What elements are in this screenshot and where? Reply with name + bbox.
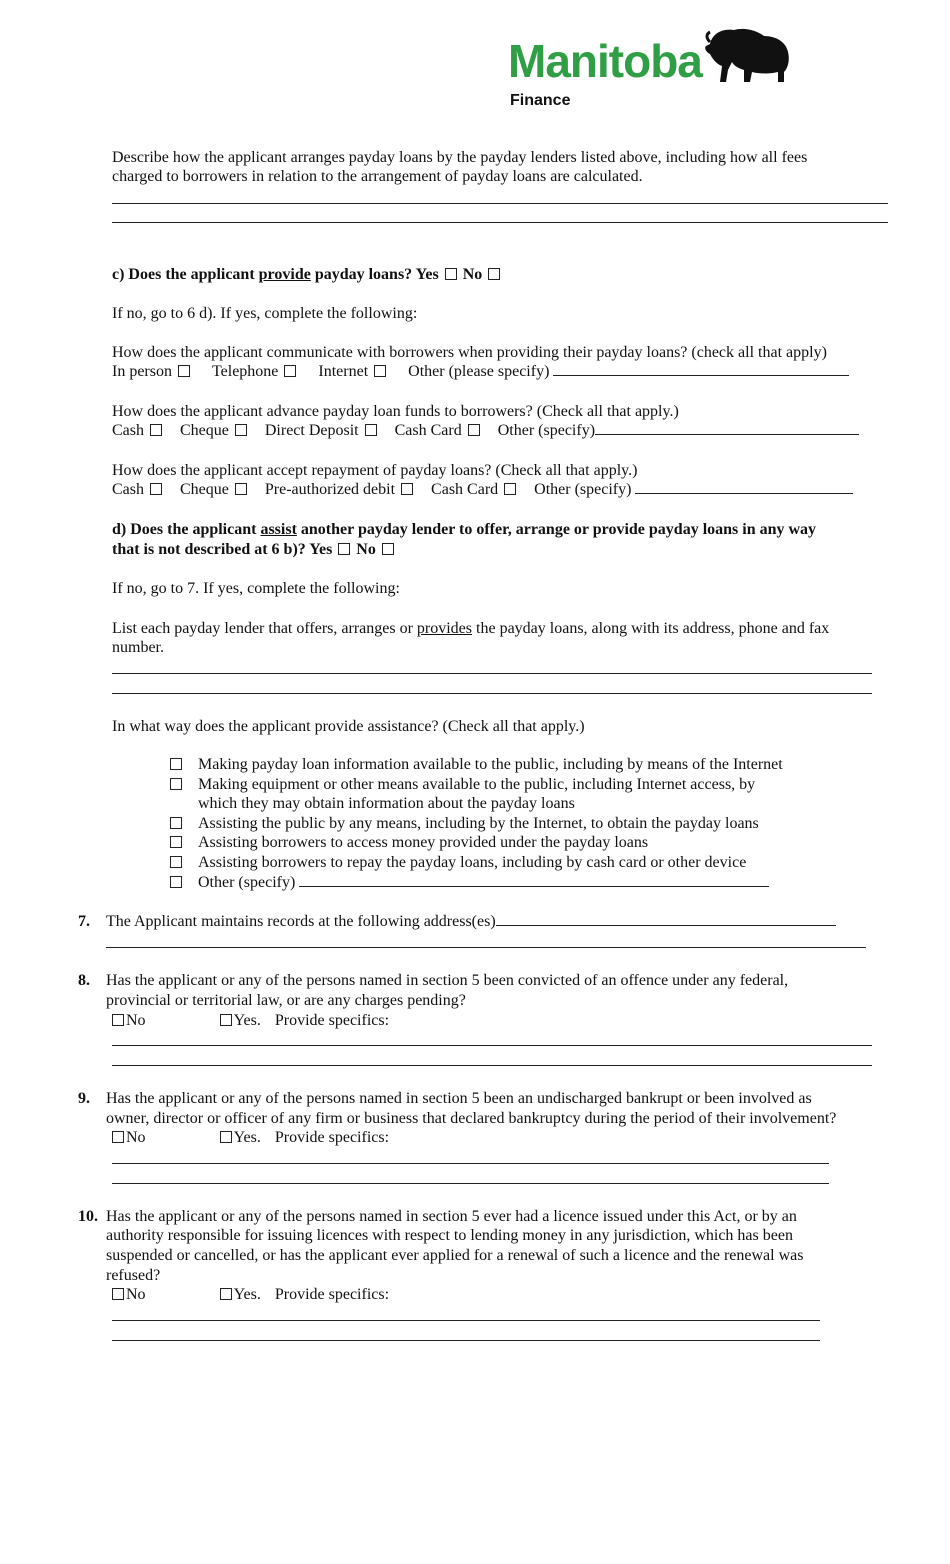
other-specify-field[interactable] (299, 873, 769, 887)
checkbox-c-no[interactable] (488, 268, 500, 280)
answer-line[interactable] (112, 1065, 872, 1066)
comm-question: How does the applicant communicate with borrowers when providing their payday loans? (check all that apply) (112, 344, 827, 361)
assist-option: Assisting borrowers to access money provided under the payday loans (168, 833, 648, 852)
checkbox-q9-yes[interactable] (220, 1131, 232, 1143)
question-10-line-4: refused? (106, 1267, 161, 1284)
checkbox-q8-no[interactable] (112, 1014, 124, 1026)
checkbox-assist-obtain[interactable] (170, 817, 182, 829)
comm-options: In person Telephone Internet Other (please specify) (112, 362, 849, 381)
question-10-line-3: suspended or cancelled, or has the applicant ever applied for a renewal of such a licence and the renewal was (106, 1247, 804, 1264)
assist-option-continuation: which they may obtain information about the payday loans (198, 795, 575, 812)
checkbox-c-yes[interactable] (445, 268, 457, 280)
answer-line[interactable] (112, 1045, 872, 1046)
answer-line[interactable] (112, 673, 872, 674)
repayment-question: How does the applicant accept repayment of payday loans? (Check all that apply.) (112, 462, 638, 479)
question-9-line-2: owner, director or officer of any firm or business that declared bankruptcy during the period of their involvement? (106, 1110, 837, 1127)
question-d-line-2: that is not described at 6 b)? Yes No (112, 540, 396, 559)
assistance-question: In what way does the applicant provide assistance? (Check all that apply.) (112, 718, 585, 735)
repayment-options: Cash Cheque Pre-authorized debit Cash Card Other (specify) (112, 480, 853, 499)
bison-icon (704, 26, 796, 86)
checkbox-assist-equipment[interactable] (170, 778, 182, 790)
c-instructions: If no, go to 6 d). If yes, complete the following: (112, 305, 418, 322)
checkbox-cash-card[interactable] (468, 424, 480, 436)
checkbox-telephone[interactable] (284, 365, 296, 377)
checkbox-q10-yes[interactable] (220, 1288, 232, 1300)
question-10-line-2: authority responsible for issuing licences with respect to lending money in any jurisdiction, which has been (106, 1227, 793, 1244)
list-lenders-line-2: number. (112, 639, 164, 656)
department-label: Finance (510, 92, 571, 109)
checkbox-q9-no[interactable] (112, 1131, 124, 1143)
answer-line[interactable] (112, 1183, 829, 1184)
question-7-number: 7. (78, 913, 90, 930)
d-instructions: If no, go to 7. If yes, complete the following: (112, 580, 400, 597)
assist-option: Assisting the public by any means, including by the Internet, to obtain the payday loans (168, 814, 759, 833)
checkbox-cash[interactable] (150, 424, 162, 436)
question-8-answer: No Yes. Provide specifics: (110, 1011, 389, 1030)
other-specify-field[interactable] (553, 362, 849, 376)
address-field[interactable] (496, 912, 836, 926)
answer-line[interactable] (112, 203, 888, 204)
checkbox-assist-other[interactable] (170, 876, 182, 888)
checkbox-cash-card[interactable] (504, 483, 516, 495)
question-8-line-1: Has the applicant or any of the persons named in section 5 been convicted of an offence under any federal, (106, 972, 789, 989)
intro-line-1: Describe how the applicant arranges payday loans by the payday lenders listed above, including how all fees (112, 149, 808, 166)
checkbox-d-no[interactable] (382, 543, 394, 555)
checkbox-in-person[interactable] (178, 365, 190, 377)
checkbox-cash[interactable] (150, 483, 162, 495)
question-9-answer: No Yes. Provide specifics: (110, 1128, 389, 1147)
question-7-text: The Applicant maintains records at the following address(es) (106, 912, 836, 931)
answer-line[interactable] (112, 222, 888, 223)
brand-wordmark: Manitoba (508, 35, 702, 87)
question-9-number: 9. (78, 1090, 90, 1107)
other-specify-field[interactable] (595, 421, 859, 435)
question-10-line-1: Has the applicant or any of the persons named in section 5 ever had a licence issued under this Act, or by an (106, 1208, 797, 1225)
question-d-line-1: d) Does the applicant assist another payday lender to offer, arrange or provide payday loans in any way (112, 521, 817, 538)
list-lenders-line-1: List each payday lender that offers, arranges or provides the payday loans, along with its address, phone and fax (112, 620, 830, 637)
answer-line[interactable] (112, 1340, 820, 1341)
checkbox-assist-access-money[interactable] (170, 836, 182, 848)
question-10-answer: No Yes. Provide specifics: (110, 1285, 389, 1304)
question-8-number: 8. (78, 972, 90, 989)
checkbox-q8-yes[interactable] (220, 1014, 232, 1026)
answer-line[interactable] (112, 1320, 820, 1321)
assist-option: Making payday loan information available to the public, including by means of the Internet (168, 755, 783, 774)
checkbox-d-yes[interactable] (338, 543, 350, 555)
question-9-line-1: Has the applicant or any of the persons named in section 5 been an undischarged bankrupt or been involved as (106, 1090, 812, 1107)
advance-options: Cash Cheque Direct Deposit Cash Card Other (specify) (112, 421, 859, 440)
checkbox-cheque[interactable] (235, 424, 247, 436)
answer-line[interactable] (112, 1163, 829, 1164)
answer-line[interactable] (106, 947, 866, 948)
checkbox-pre-authorized-debit[interactable] (401, 483, 413, 495)
assist-option: Other (specify) (168, 873, 769, 892)
answer-line[interactable] (112, 693, 872, 694)
checkbox-internet[interactable] (374, 365, 386, 377)
other-specify-field[interactable] (635, 480, 853, 494)
question-10-number: 10. (78, 1208, 98, 1225)
question-8-line-2: provincial or territorial law, or are any charges pending? (106, 992, 466, 1009)
assist-option: Making equipment or other means available to the public, including Internet access, by (168, 775, 755, 794)
checkbox-q10-no[interactable] (112, 1288, 124, 1300)
assist-option: Assisting borrowers to repay the payday loans, including by cash card or other device (168, 853, 746, 872)
question-c: c) Does the applicant provide payday loans? Yes No (112, 265, 502, 284)
checkbox-direct-deposit[interactable] (365, 424, 377, 436)
advance-question: How does the applicant advance payday loan funds to borrowers? (Check all that apply.) (112, 403, 679, 420)
checkbox-assist-info[interactable] (170, 758, 182, 770)
checkbox-assist-repay[interactable] (170, 856, 182, 868)
checkbox-cheque[interactable] (235, 483, 247, 495)
intro-line-2: charged to borrowers in relation to the arrangement of payday loans are calculated. (112, 168, 643, 185)
manitoba-logo (508, 30, 798, 109)
